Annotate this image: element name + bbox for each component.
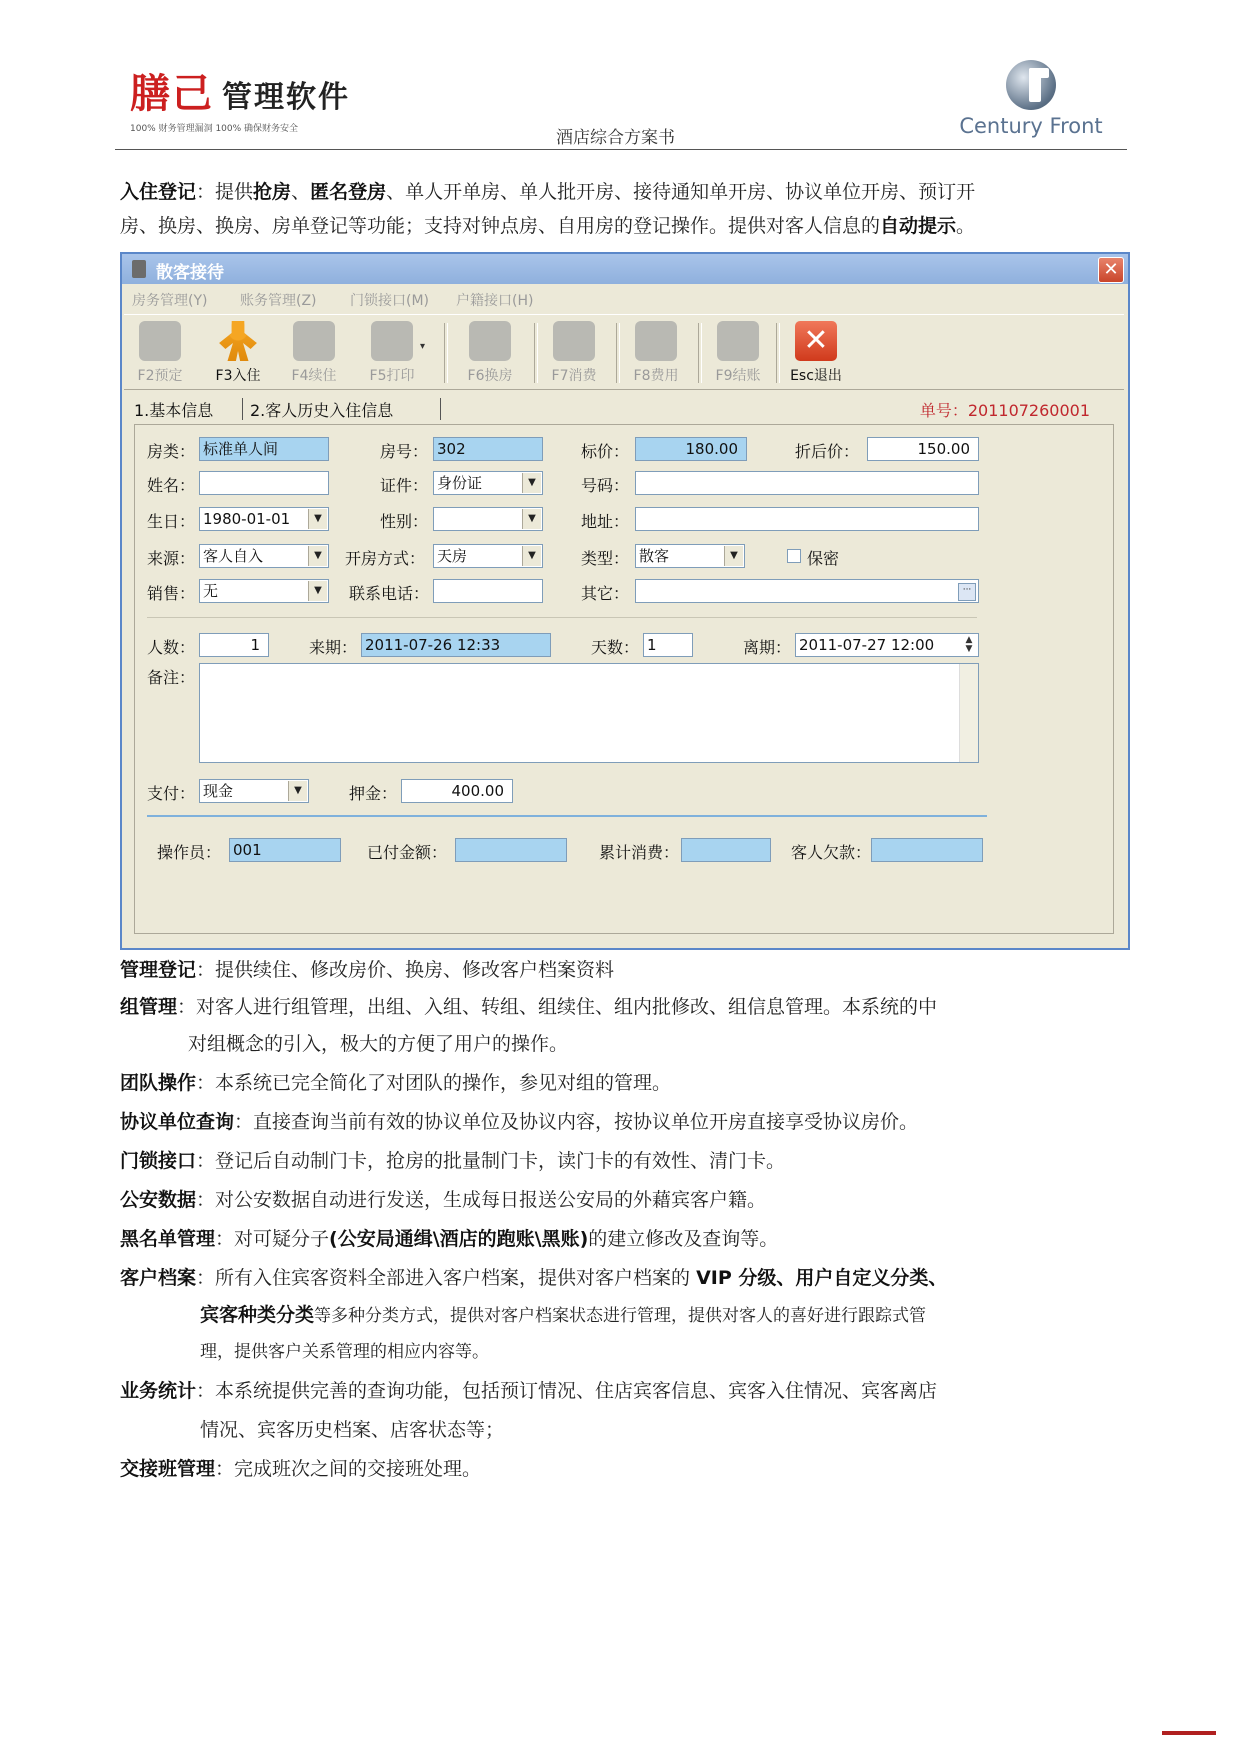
extend-label: F4续住 (291, 368, 337, 384)
secret-checkbox[interactable] (787, 549, 801, 563)
feature-term: 门锁接口 (120, 1150, 197, 1172)
ellipsis-icon[interactable]: ··· (958, 583, 976, 601)
company-logo (946, 60, 1116, 138)
id-type-value: 身份证 (437, 474, 483, 492)
intro-line-1 (120, 175, 975, 209)
persons-label: 人数： (147, 638, 196, 657)
id-type-select[interactable] (433, 471, 543, 495)
intro-text-4: 房、换房、换房、房单登记等功能；支持对钟点房、自用房的登记操作。提供对客人信息的 (120, 215, 881, 237)
phone-label: 联系电话： (349, 584, 430, 603)
days-field[interactable]: 1 (643, 633, 693, 657)
guest-type-value: 散客 (639, 547, 670, 565)
menu-room[interactable]: 房务管理(Y) (132, 293, 208, 309)
open-mode-select[interactable] (433, 544, 543, 568)
print-dropdown-icon[interactable]: ▾ (420, 341, 426, 352)
exit-button[interactable] (784, 321, 848, 385)
intro-text-3: 、单人开单房、单人批开房、接待通知单开房、协议单位开房、预订开 (386, 181, 976, 203)
spinner-arrows-icon[interactable]: ▲ ▼ (965, 635, 973, 654)
tab-basic-info[interactable]: 1.基本信息 (134, 401, 214, 420)
footer-accent-bar (1162, 1731, 1216, 1735)
feature-text: ：本系统已完全简化了对团队的操作，参见对组的管理。 (196, 1072, 672, 1094)
logo-slogan: 100% 财务管理漏洞 100% 确保财务安全 (130, 124, 299, 134)
chevron-down-icon[interactable]: ▼ (308, 546, 327, 566)
menu-lock[interactable]: 门锁接口(M) (350, 293, 430, 309)
deposit-field[interactable]: 400.00 (401, 779, 513, 803)
intro-term: 入住登记 (120, 181, 197, 203)
intro-line-2 (120, 209, 975, 243)
feature-bold: 宾客种类分类 (200, 1304, 315, 1326)
reserve-label: F2预定 (137, 368, 183, 384)
feature-text: ：对客人进行组管理，出组、入组、转组、组续住、组内批修改、组信息管理。本系统的中 (177, 996, 938, 1018)
name-label: 姓名： (147, 476, 196, 495)
room-type-label: 房类： (147, 442, 196, 461)
tab-strip (130, 396, 1120, 422)
name-field[interactable] (199, 471, 329, 495)
key-icon (293, 321, 335, 361)
consumed-field (681, 838, 771, 862)
toolbar (124, 314, 1124, 390)
chevron-down-icon[interactable]: ▼ (308, 509, 327, 529)
feature-blacklist (120, 1222, 778, 1256)
intro-bold-3: 自动提示 (880, 215, 957, 237)
gender-select[interactable] (433, 507, 543, 531)
feature-tail: 的建立修改及查询等。 (588, 1228, 779, 1250)
sales-value: 无 (203, 582, 219, 600)
feature-term: 客户档案 (120, 1267, 197, 1289)
fees-label: F8费用 (633, 368, 679, 384)
other-label: 其它： (581, 584, 630, 603)
disc-price-label: 折后价： (795, 442, 860, 461)
footer-divider (147, 815, 987, 817)
feature-statistics (120, 1374, 937, 1408)
feature-term: 团队操作 (120, 1072, 197, 1094)
feature-term: 组管理 (120, 996, 178, 1018)
open-mode-label: 开房方式： (345, 549, 426, 568)
feature-text: 等多种分类方式，提供对客户档案状态进行管理，提供对客人的喜好进行跟踪式管 (314, 1306, 927, 1326)
consume-label: F7消费 (551, 368, 597, 384)
room-type-field[interactable]: 标准单人间 (199, 437, 329, 461)
exit-icon (795, 321, 837, 361)
change-room-label: F6换房 (467, 368, 513, 384)
dialog-titlebar[interactable] (122, 254, 1128, 284)
checkout-label: F9结账 (715, 368, 761, 384)
chevron-down-icon[interactable]: ▼ (522, 473, 541, 493)
operator-label: 操作员： (157, 843, 222, 862)
feature-archive-cont (200, 1298, 926, 1333)
toolbar-separator (444, 323, 448, 383)
checkin-label: F3入住 (215, 368, 261, 384)
payment-select[interactable] (199, 779, 309, 803)
id-type-label: 证件： (380, 476, 429, 495)
reserve-button[interactable] (128, 321, 192, 385)
birthday-picker[interactable] (199, 507, 329, 531)
toolbar-separator (698, 323, 702, 383)
feature-bold: (公安局通缉\酒店的跑账\黑账) (329, 1228, 589, 1250)
calculator-icon (635, 321, 677, 361)
intro-text-5: 。 (956, 215, 976, 237)
fees-button[interactable] (624, 321, 688, 385)
bill-label: 单号： (919, 401, 968, 420)
intro-bold-2: 匿名登房 (310, 181, 387, 203)
address-field[interactable] (635, 507, 979, 531)
intro-bold-1: 抢房 (253, 181, 292, 203)
chevron-down-icon[interactable]: ▼ (522, 546, 541, 566)
money-bag-icon (553, 321, 595, 361)
tab-divider (242, 398, 243, 420)
print-label: F5打印 (369, 368, 415, 384)
sales-label: 销售： (147, 584, 196, 603)
feature-term: 公安数据 (120, 1189, 197, 1211)
days-label: 天数： (591, 638, 640, 657)
id-no-label: 号码： (581, 476, 630, 495)
company-emblem-icon (1006, 60, 1056, 110)
dialog-title: 散客接待 (156, 263, 224, 283)
arrival-label: 来期： (309, 638, 358, 657)
consume-button[interactable] (542, 321, 606, 385)
app-icon (132, 260, 146, 278)
source-value: 客人自入 (203, 547, 264, 565)
bill-number (920, 398, 1090, 421)
header-divider (115, 149, 1127, 150)
gender-label: 性别： (380, 512, 429, 531)
id-no-field[interactable] (635, 471, 979, 495)
checkin-button[interactable] (206, 321, 270, 385)
source-select[interactable] (199, 544, 329, 568)
birthday-label: 生日： (147, 512, 196, 531)
phone-field[interactable] (433, 579, 543, 603)
persons-field[interactable]: 1 (199, 633, 269, 657)
person-icon (217, 321, 259, 361)
checkout-button[interactable] (706, 321, 770, 385)
intro-text-2: 、 (291, 181, 311, 203)
feature-agreement (120, 1105, 918, 1139)
arrival-field[interactable]: 2011-07-26 12:33 (361, 633, 551, 657)
remark-textarea[interactable] (199, 663, 979, 763)
feature-archive-cont2: 理，提供客户关系管理的相应内容等。 (200, 1342, 489, 1362)
feature-term: 业务统计 (120, 1380, 197, 1402)
feature-text: ：完成班次之间的交接班处理。 (215, 1458, 482, 1480)
address-label: 地址： (581, 512, 630, 531)
tab-divider (440, 398, 441, 420)
guest-type-select[interactable] (635, 544, 745, 568)
toolbar-separator (616, 323, 620, 383)
menu-registry[interactable]: 户籍接口(H) (456, 293, 534, 309)
document-title: 酒店综合方案书 (556, 128, 675, 148)
chevron-down-icon[interactable]: ▼ (724, 546, 743, 566)
brand-logo (130, 62, 350, 134)
logo-brand: 膳己 (130, 71, 214, 117)
feature-term: 交接班管理 (120, 1458, 216, 1480)
extend-button[interactable] (282, 321, 346, 385)
departure-value: 2011-07-27 12:00 (799, 636, 935, 654)
toolbar-separator (534, 323, 538, 383)
room-no-field[interactable]: 302 (433, 437, 543, 461)
feature-lock (120, 1144, 785, 1178)
logo-product: 管理软件 (222, 80, 350, 115)
intro-text-1: 提供 (215, 181, 254, 203)
feature-statistics-cont: 情况、宾客历史档案、店客状态等； (200, 1419, 505, 1441)
std-price-label: 标价： (581, 442, 630, 461)
remark-label: 备注： (147, 668, 196, 687)
tab-history[interactable]: 2.客人历史入住信息 (250, 401, 394, 420)
section-divider (147, 617, 977, 618)
intro-sep: ： (196, 181, 216, 203)
remark-scrollbar[interactable] (959, 664, 978, 762)
print-button[interactable] (360, 321, 424, 385)
feature-text: ：所有入住宾客资料全部进入客户档案，提供对客户档案的 (196, 1267, 697, 1289)
owed-label: 客人欠款： (791, 843, 872, 862)
feature-manage-register (120, 953, 614, 987)
chevron-down-icon[interactable]: ▼ (308, 581, 327, 601)
feature-archive (120, 1261, 947, 1295)
close-button[interactable]: ✕ (1098, 257, 1124, 283)
secret-label: 保密 (807, 549, 840, 568)
chevron-down-icon[interactable]: ▼ (288, 781, 307, 801)
feature-text: ：提供续住、修改房价、换房、修改客户档案资料 (196, 959, 615, 981)
feature-team (120, 1066, 671, 1100)
payment-value: 现金 (203, 782, 234, 800)
disc-price-field[interactable]: 150.00 (867, 437, 979, 461)
bill-value: 201107260001 (967, 401, 1090, 420)
source-label: 来源： (147, 549, 196, 568)
feature-group-manage-cont: 对组概念的引入，极大的方便了用户的操作。 (188, 1033, 569, 1055)
open-mode-value: 天房 (437, 547, 468, 565)
room-icon (469, 321, 511, 361)
departure-label: 离期： (743, 638, 792, 657)
feature-text: ：对公安数据自动进行发送，生成每日报送公安局的外藉宾客户籍。 (196, 1189, 767, 1211)
feature-term: 协议单位查询 (120, 1111, 235, 1133)
deposit-label: 押金： (349, 784, 398, 803)
feature-term: 黑名单管理 (120, 1228, 216, 1250)
feature-police (120, 1183, 766, 1217)
menu-account[interactable]: 账务管理(Z) (240, 293, 317, 309)
chevron-down-icon[interactable]: ▼ (522, 509, 541, 529)
basic-info-panel (134, 424, 1114, 934)
menu-bar (122, 286, 1128, 312)
other-field[interactable] (635, 579, 979, 603)
feature-shift (120, 1452, 481, 1486)
operator-field: 001 (229, 838, 341, 862)
company-name: Century Front (959, 114, 1103, 138)
owed-field (871, 838, 983, 862)
payment-label: 支付： (147, 784, 196, 803)
feature-bold: VIP 分级、用户自定义分类、 (696, 1267, 948, 1289)
std-price-field[interactable]: 180.00 (635, 437, 747, 461)
feature-term: 管理登记 (120, 959, 197, 981)
feature-group-manage (120, 990, 937, 1024)
guest-type-label: 类型： (581, 549, 630, 568)
departure-spinner[interactable] (795, 633, 979, 657)
feature-text: ：本系统提供完善的查询功能，包括预订情况、住店宾客信息、宾客入住情况、宾客离店 (196, 1380, 938, 1402)
toolbar-separator (776, 323, 780, 383)
feature-text: ：登记后自动制门卡，抢房的批量制门卡，读门卡的有效性、清门卡。 (196, 1150, 786, 1172)
paid-field (455, 838, 567, 862)
feature-text: ：直接查询当前有效的协议单位及协议内容，按协议单位开房直接享受协议房价。 (234, 1111, 919, 1133)
printer-icon (371, 321, 413, 361)
sales-select[interactable] (199, 579, 329, 603)
phone-icon (139, 321, 181, 361)
exit-label: Esc退出 (790, 368, 842, 384)
consumed-label: 累计消费： (599, 843, 680, 862)
feature-text: ：对可疑分子 (215, 1228, 330, 1250)
door-exit-icon (717, 321, 759, 361)
birthday-value: 1980-01-01 (203, 510, 291, 528)
paid-label: 已付金额： (367, 843, 448, 862)
room-no-label: 房号： (380, 442, 429, 461)
change-room-button[interactable] (458, 321, 522, 385)
walkin-checkin-dialog (120, 252, 1130, 950)
